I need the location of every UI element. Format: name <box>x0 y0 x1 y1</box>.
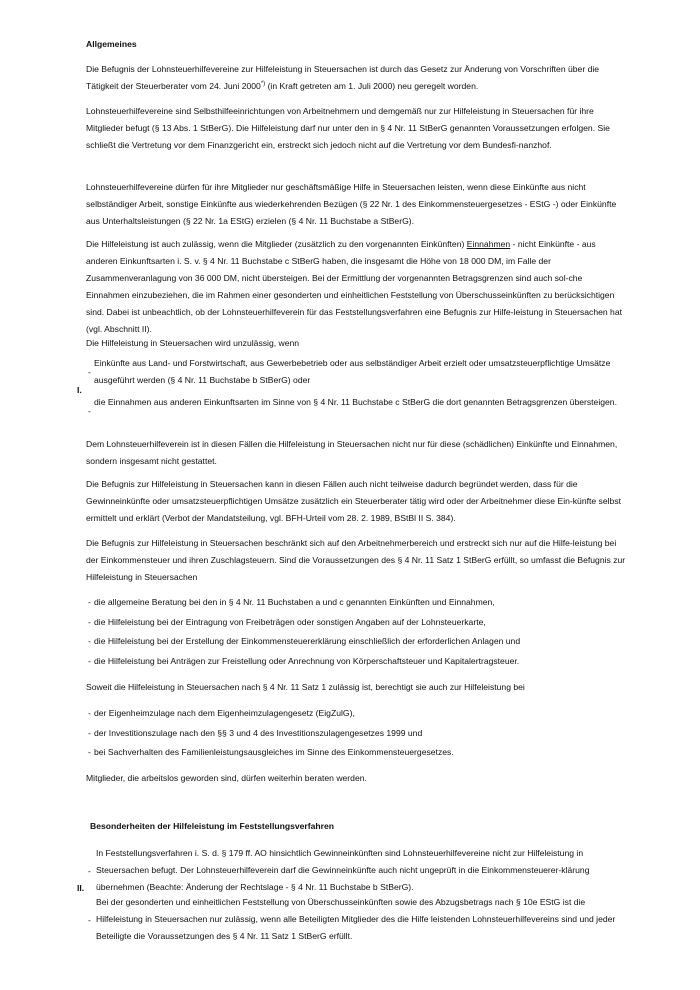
paragraph-einnahmen-text-end: - nicht Einkünfte - aus anderen Einkunftsarten i. S. v. § 4 Nr. 11 Buchstabe c StBerG haben, die insgesamt die Höhe von 18 000 DM, im Falle der Zusammenveranlagung von 36 000 DM, nicht übersteigen. Bei der Ermittlung der vorgenannten Betragsgrenzen sind auch sol-che Einnahmen einzubeziehen, die im Rahmen einer gesonderten und einheitlichen Feststellung von Überschusseinkünften zu berücksichtigen sind. Dabei ist unbeachtlich, ob der Lohnsteuerhilfeverein für das Feststellungsverfahren eine Befugnis zur Hilfe-leistung in Steuersachen hat (vgl. Abschnitt II). <box>86 239 622 334</box>
list-item: die allgemeine Beratung bei den in § 4 Nr. 11 Buchstaben a und c genannten Einkünften und Einnahmen, <box>94 597 495 607</box>
paragraph-arbeitslos: Mitglieder, die arbeitslos geworden sind, dürfen weiterhin beraten werden. <box>86 773 367 783</box>
list-item: die Hilfeleistung bei der Erstellung der Einkommensteuererklärung einschließlich der erforderlichen Anlagen und <box>94 636 521 646</box>
list-item: die Hilfeleistung bei Anträgen zur Freistellung oder Anrechnung von Körperschaftsteuer und Kapitalertragsteuer. <box>94 656 520 666</box>
footnote-marker: *) <box>260 81 266 88</box>
section-heading-allgemeines: Allgemeines <box>86 39 137 49</box>
bullet-dash: - <box>88 728 91 738</box>
list-item: bei Sachverhalten des Familienleistungsausgleiches im Sinne des Einkommensteuergesetzes. <box>94 747 454 757</box>
bullet-dash: - <box>88 636 91 646</box>
bullet-dash: - <box>88 406 91 416</box>
condition-item: die Einnahmen aus anderen Einkunftsarten im Sinne von § 4 Nr. 11 Buchstabe c StBerG die dort genannten Betragsgrenzen übersteigen. <box>94 397 617 407</box>
feststellung-item: In Feststellungsverfahren i. S. d. § 179 ff. AO hinsichtlich Gewinneinkünften sind Lohnsteuerhilfevereine nicht zur Hilfeleistung in Steuersachen befugt. Der Lohnsteuerhilfeverein darf die Gewinneinkünfte auch nicht ungeprüft in die Einkommensteuerer-klärung übernehmen (Beachte: Änderung der Rechtslage - § 4 Nr. 11 Buchstabe b StBerG). <box>96 848 590 892</box>
section-heading-feststellungsverfahren: Besonderheiten der Hilfeleistung im Feststellungsverfahren <box>90 821 335 831</box>
bullet-dash: - <box>88 708 91 718</box>
paragraph-einnahmen <box>86 236 628 338</box>
bullet-dash: - <box>88 617 91 627</box>
underlined-term: Einnahmen <box>466 239 511 249</box>
condition-item: Einkünfte aus Land- und Forstwirtschaft, aus Gewerbebetrieb oder aus selbständiger Arbeit erzielt oder umsatzsteuerpflichtige Umsätze ausgeführt werden (§ 4 Nr. 11 Buchstabe b StBerG) oder <box>94 358 611 385</box>
paragraph-intro-text-end: (in Kraft getreten am 1. Juli 2000) neu geregelt worden. <box>265 81 479 91</box>
paragraph-mitglieder: Lohnsteuerhilfevereine dürfen für ihre Mitglieder nur geschäftsmäßige Hilfe in Steuersachen leisten, wenn diese Einkünfte aus nicht selbständiger Arbeit, sonstige Einkünfte aus wiederkehrenden Bezügen (§ 22 Nr. 1 des Einkommensteuergesetzes - EStG -) oder Einkünfte aus Unterhaltsleistungen (§ 22 Nr. 1a EStG) erzielen (§ 4 Nr. 11 Buchstabe a StBerG). <box>86 182 617 226</box>
bullet-dash: - <box>88 915 91 925</box>
list-item: die Hilfeleistung bei der Eintragung von Freibeträgen oder sonstigen Angaben auf der Lohnsteuerkarte, <box>94 617 486 627</box>
paragraph-intro <box>86 61 628 95</box>
paragraph-einnahmen-text: Die Hilfeleistung ist auch zulässig, wenn die Mitglieder (zusätzlich zu den vorgenannten Einkünften) <box>86 239 467 249</box>
paragraph-unzulaessig: Die Hilfeleistung in Steuersachen wird unzulässig, wenn <box>86 338 300 348</box>
section-roman-i: I. <box>77 385 82 395</box>
bullet-dash: - <box>88 656 91 666</box>
paragraph-mandatsteilung: Die Befugnis zur Hilfeleistung in Steuersachen kann in diesen Fällen auch nicht teilweise dadurch begründet werden, dass für die Gewinneinkünfte oder umsatzsteuerpflichtigen Umsätze zusätzlich ein Steuerberater tätig wird oder der Arbeitnehmer diese Ein-künfte selbst ermittelt und erklärt (Verbot der Mandatsteilung, vgl. BFH-Urteil vom 28. 2. 1989, BStBl II S. 384). <box>86 479 621 523</box>
paragraph-soweit: Soweit die Hilfeleistung in Steuersachen nach § 4 Nr. 11 Satz 1 zulässig ist, berechtigt sie auch zur Hilfeleistung bei <box>86 682 525 692</box>
paragraph-selbsthilfe: Lohnsteuerhilfevereine sind Selbsthilfeeinrichtungen von Arbeitnehmern und demgemäß nur zur Hilfeleistung in Steuersachen für ihre Mitglieder befugt (§ 13 Abs. 1 StBerG). Die Hilfeleistung darf nur unter den in § 4 Nr. 11 StBerG genannten Voraussetzungen erfolgen. Sie schließt die Vertretung vor dem Finanzgericht ein, erstreckt sich jedoch nicht auf die Vertretung vor dem Bundesfi-nanzhof. <box>86 106 610 150</box>
section-roman-ii: II. <box>77 883 85 893</box>
list-item: der Eigenheimzulage nach dem Eigenheimzulagengesetz (EigZulG), <box>94 708 355 718</box>
bullet-dash: - <box>88 866 91 876</box>
bullet-dash: - <box>88 367 91 377</box>
feststellung-item: Bei der gesonderten und einheitlichen Feststellung von Überschusseinkünften sowie des Abzugsbetrags nach § 10e EStG ist die Hilfeleistung in Steuersachen nur zulässig, wenn alle Beteiligten Mitglieder des die Hilfe leistenden Lohnsteuerhilfevereins sind und jeder Beteiligte die Voraussetzungen des § 4 Nr. 11 Satz 1 StBerG erfüllt. <box>96 897 616 941</box>
paragraph-intro-text: Die Befugnis der Lohnsteuerhilfevereine zur Hilfeleistung in Steuersachen ist durch das Gesetz zur Änderung von Vorschriften über die Tätigkeit der Steuerberater vom 24. Juni 2000 <box>86 64 600 91</box>
paragraph-arbeitnehmerbereich: Die Befugnis zur Hilfeleistung in Steuersachen beschränkt sich auf den Arbeitnehmerbereich und erstreckt sich nur auf die Hilfe-leistung bei der Einkommensteuer und ihren Zuschlagsteuern. Sind die Voraussetzungen des § 4 Nr. 11 Satz 1 StBerG erfüllt, so umfasst die Befugnis zur Hilfeleistung in Steuersachen <box>86 538 626 582</box>
paragraph-nicht-gestattet: Dem Lohnsteuerhilfeverein ist in diesen Fällen die Hilfeleistung in Steuersachen nicht nur für diese (schädlichen) Einkünfte und Einnahmen, sondern insgesamt nicht gestattet. <box>86 439 618 466</box>
bullet-dash: - <box>88 597 91 607</box>
bullet-dash: - <box>88 747 91 757</box>
list-item: der Investitionszulage nach den §§ 3 und 4 des Investitionszulagengesetzes 1999 und <box>94 728 423 738</box>
